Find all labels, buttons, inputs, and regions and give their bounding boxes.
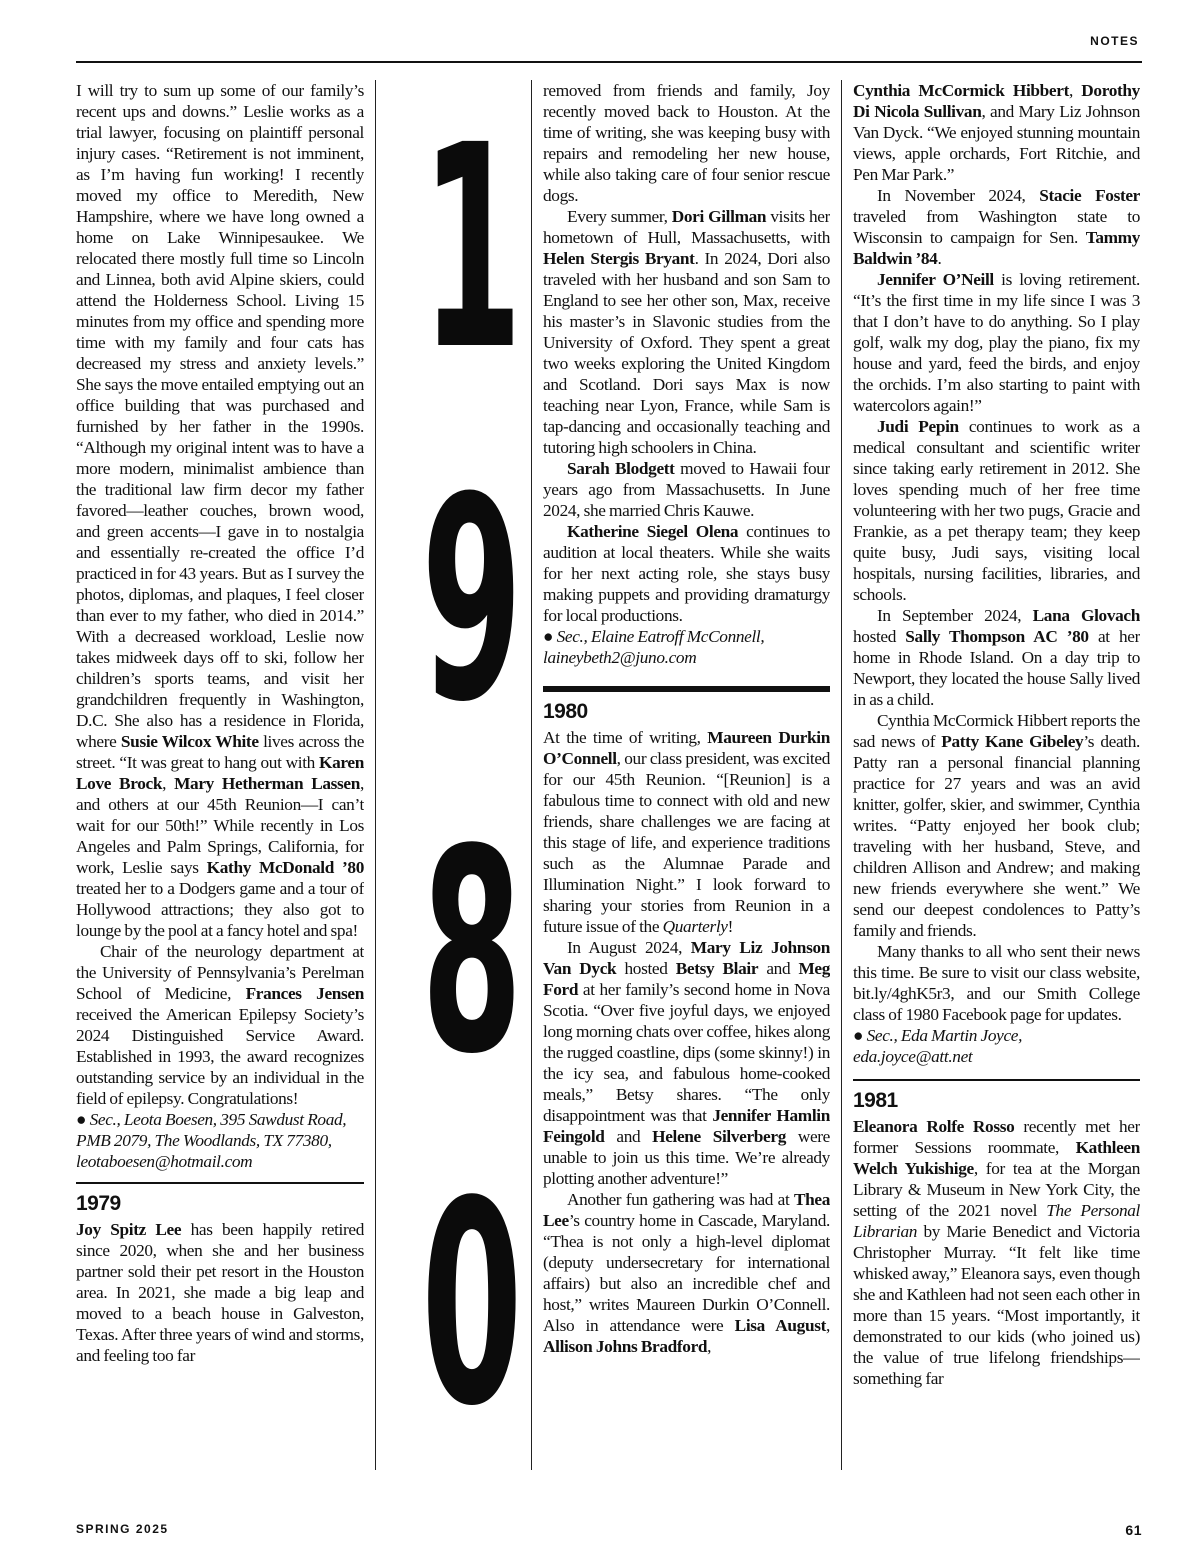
text-run: treated her to a Dodgers game and a tour of Hollywood attractions; they also got to lounge by the pool at a fancy hotel and spa!	[76, 879, 364, 940]
name-highlight: Allison Johns Bradford	[543, 1337, 708, 1356]
class-year: 1980	[543, 700, 588, 723]
text-run: Cynthia McCormick Hibbert reports the sad news of	[853, 711, 1140, 751]
text-run: traveled from Washington state to Wisconsin to campaign for Sen.	[853, 207, 1140, 247]
text-run: received the American Epilepsy Society’s 2024 Distinguished Service Award. Established in 1993, the award recognizes outstanding service by an individual in the field of epilepsy. Congratulations!	[76, 1005, 364, 1108]
page-number: 61	[1125, 1522, 1142, 1538]
secretary-contact	[853, 1025, 1140, 1067]
text-run: ’s death. Patty ran a personal financial planning practice for 27 years and was an avid knitter, golfer, skier, and swimmer, Cynthia writes. “Patty enjoyed her book club; traveling with her husband, Steve, and children Allison and Andrew; and making new friends everywhere she went.” We send our deepest condolences to Patty’s family and friends.	[853, 732, 1140, 940]
text-run: ,	[826, 1316, 830, 1335]
paragraph	[853, 605, 1140, 710]
paragraph	[853, 269, 1140, 416]
text-run: , and Mary Liz Johnson Van Dyck. “We enjoyed stunning mountain views, apple orchards, Fort Ritchie, and Pen Mar Park.”	[853, 102, 1140, 184]
bullet-icon: ●	[543, 627, 554, 646]
name-highlight: Meg Ford	[543, 959, 830, 999]
text-run: at her home in Rhode Island. On a day trip to Newport, they located the house Sally lived in as a child.	[853, 627, 1140, 709]
paragraph	[76, 1219, 364, 1366]
column-divider-2	[531, 80, 532, 1470]
name-highlight: Betsy Blair	[675, 959, 759, 978]
text-run: recently met her former Sessions roommate,	[853, 1117, 1140, 1157]
bullet-icon: ●	[76, 1110, 87, 1129]
text-run: ,	[1068, 81, 1082, 100]
name-highlight: Thea Lee	[543, 1190, 830, 1230]
text-run: , our class president, was excited for our 45th Reunion. “[Reunion] is a fabulous time to connect with old and new friends, share challenges we are facing at this stage of life, and experience traditions such as the Alumnae Parade and Illumination Night.” I look forward to sharing your stories from Reunion in a future issue of the	[543, 749, 830, 936]
text-run: .	[937, 249, 942, 268]
text-run: In September 2024,	[877, 606, 1033, 625]
text-run: hosted	[853, 627, 906, 646]
text-run: and	[758, 959, 799, 978]
name-highlight: Eleanora Rolfe Rosso	[853, 1117, 1015, 1136]
italic-title: Quarterly	[662, 917, 728, 936]
name-highlight: Jennifer O’Neill	[877, 270, 994, 289]
name-highlight: Mary Hetherman Lassen	[174, 774, 361, 793]
name-highlight: Joy Spitz Lee	[76, 1220, 182, 1239]
text-run: In November 2024,	[877, 186, 1040, 205]
text-run: has been happily retired since 2020, when she and her business partner sold their pet resort in the Houston area. In 2021, she made a big leap and moved to a beach house in Galveston, Texas. After three years of wind and storms, and feeling too far	[76, 1220, 364, 1365]
text-run: hosted	[616, 959, 676, 978]
text-run: ,	[162, 774, 175, 793]
header-rule	[76, 61, 1142, 63]
column-3	[853, 80, 1140, 1472]
name-highlight: Jennifer Hamlin Feingold	[543, 1106, 830, 1146]
column-1	[76, 80, 364, 1472]
paragraph	[853, 80, 1140, 185]
secretary-text: Sec., Leota Boesen, 395 Sawdust Road, PMB 2079, The Woodlands, TX 77380, leotaboesen@hotmail.com	[76, 1110, 347, 1171]
name-highlight: Karen Love Brock	[76, 753, 364, 793]
class-rule	[853, 1079, 1140, 1081]
bullet-icon: ●	[853, 1026, 864, 1045]
name-highlight: Helen Stergis Bryant	[543, 249, 695, 268]
class-rule	[76, 1182, 364, 1184]
text-run: At the time of writing,	[543, 728, 708, 747]
secretary-text: Sec., Elaine Eatroff McConnell, laineybeth2@juno.com	[543, 627, 765, 667]
text-run: , and others at our 45th Reunion—I can’t wait for our 50th!” While recently in Los Angeles and Palm Springs, California, for work, Leslie says	[76, 774, 364, 877]
name-highlight: Maureen Durkin O’Connell	[543, 728, 830, 768]
paragraph	[543, 521, 830, 626]
class-heading-1980	[543, 686, 830, 724]
name-highlight: Tammy Baldwin ’84	[853, 228, 1140, 268]
secretary-contact	[76, 1109, 364, 1172]
paragraph	[76, 941, 364, 1109]
name-highlight: Kathleen Welch Yukishige	[853, 1138, 1140, 1178]
text-run: and	[604, 1127, 653, 1146]
text-run: Chair of the neurology department at the University of Pennsylvania’s Perelman School of Medicine,	[76, 942, 364, 1003]
text-run: by Marie Benedict and Victoria Christopher Murray. “It felt like time whisked away,” Eleanora says, even though she and Kathleen had not seen each other in more than 15 years. “Most importantly, it demonstrated to our kids (who joined us) the value of true lifelong friendships—something far	[853, 1222, 1140, 1388]
class-heading-1979	[76, 1182, 364, 1216]
text-run: continues to audition at local theaters. While she waits for her next acting role, she stays busy making puppets and providing dramaturgy for local productions.	[543, 522, 830, 625]
text-run: ,	[707, 1337, 712, 1356]
paragraph	[853, 710, 1140, 941]
text-run: In August 2024,	[567, 938, 691, 957]
text-run: were unable to join us this time. We’re already plotting another adventure!”	[543, 1127, 830, 1188]
footer-issue: SPRING 2025	[76, 1522, 169, 1536]
column-divider-1	[375, 80, 376, 1470]
paragraph	[543, 937, 830, 1189]
name-highlight: Dorothy Di Nicola Sullivan	[853, 81, 1140, 121]
name-highlight: Dori Gillman	[671, 207, 767, 226]
name-highlight: Kathy McDonald ’80	[206, 858, 364, 877]
text-run: removed from friends and family, Joy recently moved back to Houston. At the time of writing, she was keeping busy with repairs and remodeling her new house, while also taking care of four senior rescue dogs.	[543, 81, 830, 205]
name-highlight: Sally Thompson AC ’80	[905, 627, 1089, 646]
secretary-text: Sec., Eda Martin Joyce, eda.joyce@att.net	[853, 1026, 1023, 1066]
paragraph	[543, 80, 830, 206]
secretary-contact	[543, 626, 830, 668]
name-highlight: Sarah Blodgett	[567, 459, 675, 478]
text-run: !	[727, 917, 734, 936]
text-run: at her family’s second home in Nova Scotia. “Over five joyful days, we enjoyed long morning chats over coffee, hikes along the rugged coastline, dips (some skinny!) in the icy sea, and fabulous home-cooked meals,” Betsy shares. “The only disappointment was that	[543, 980, 830, 1125]
text-run: moved to Hawaii four years ago from Massachusetts. In June 2024, she married Chris Kauwe.	[543, 459, 830, 520]
name-highlight: Cynthia McCormick Hibbert	[853, 81, 1069, 100]
text-run: visits her hometown of Hull, Massachusetts, with	[543, 207, 830, 247]
big-year-numeral	[391, 84, 523, 1470]
paragraph	[543, 727, 830, 937]
name-highlight: Patty Kane Gibeley	[941, 732, 1084, 751]
name-highlight: Katherine Siegel Olena	[567, 522, 739, 541]
text-run: ’s country home in Cascade, Maryland. “Thea is not only a high-level diplomat (deputy undersecretary for international affairs) but also an incredible chef and host,” writes Maureen Durkin O’Connell. Also in attendance were	[543, 1211, 830, 1335]
italic-title: The Personal Librarian	[853, 1201, 1140, 1241]
name-highlight: Frances Jensen	[245, 984, 364, 1003]
class-rule	[543, 686, 830, 692]
paragraph	[543, 1189, 830, 1357]
text-run: Every summer,	[567, 207, 672, 226]
paragraph	[543, 458, 830, 521]
paragraph	[853, 416, 1140, 605]
paragraph	[853, 185, 1140, 269]
paragraph	[543, 206, 830, 458]
text-run: I will try to sum up some of our family’s recent ups and downs.” Leslie works as a trial lawyer, focusing on plaintiff personal injury cases. “Retirement is not imminent, as I’m having fun working! I recently moved my office to Meredith, New Hampshire, where we have long owned a home on Lake Winnipesaukee. We relocated there mostly full time so Lincoln and Linnea, both avid Alpine skiers, could attend the Holderness School. Living 15 minutes from my office and spending more time with my family and four cats has decreased my stress and anxiety levels.” She says the move entailed emptying out an office building that was purchased and furnished by her father in the 1990s. “Although my original intent was to have a more modern, minimalist ambience than the traditional law firm decor my father favored—leather couches, brown wood, and green accents—I gave in to nostalgia and essentially re-created the office I’d practiced in for 43 years. But as I survey the photos, diplomas, and plaques, I feel closer than ever to my father, who died in 2014.” With a decreased workload, Leslie now takes midweek days off to ski, follow her children’s sports teams, and visit her grandchildren frequently in Washington, D.C. She also has a residence in Florida, where	[76, 81, 364, 751]
class-heading-1981	[853, 1079, 1140, 1113]
name-highlight: Judi Pepin	[877, 417, 959, 436]
name-highlight: Helene Silverberg	[652, 1127, 786, 1146]
name-highlight: Susie Wilcox White	[120, 732, 259, 751]
big-digit: 9	[421, 438, 523, 764]
text-run: is loving retirement. “It’s the first time in my life since I was 3 that I don’t have to do anything. So I play golf, walk my dog, play the piano, fix my house and yard, feed the birds, and enjoy the orchids. I’m also starting to paint with watercolors again!”	[853, 270, 1140, 415]
text-run: . In 2024, Dori also traveled with her husband and son Sam to England to see her other son, Max, receive his master’s in Slavonic studies from the University of Oxford. They spent a great two weeks exploring the United Kingdom and Scotland. Dori says Max is now teaching near Lyon, France, while Sam is tap-dancing and occasionally teaching and tutoring high schoolers in China.	[543, 249, 830, 457]
paragraph	[853, 1116, 1140, 1389]
section-label: NOTES	[1090, 34, 1139, 48]
name-highlight: Mary Liz Johnson Van Dyck	[543, 938, 830, 978]
big-digit: 0	[421, 1142, 523, 1468]
text-run: Another fun gathering was had at	[567, 1190, 794, 1209]
paragraph	[853, 941, 1140, 1025]
text-run: , for tea at the Morgan Library & Museum in New York City, the setting of the 2021 novel	[853, 1159, 1140, 1220]
class-year: 1981	[853, 1089, 898, 1112]
big-digit: 8	[421, 790, 523, 1116]
class-year: 1979	[76, 1192, 121, 1215]
big-digit: 1	[421, 86, 523, 412]
paragraph	[76, 80, 364, 941]
name-highlight: Stacie Foster	[1039, 186, 1140, 205]
text-run: continues to work as a medical consultant and scientific writer since taking early retirement in 2012. She loves spending much of her free time volunteering with her two pugs, Gracie and Frankie, as a pet therapy team; they keep quite busy, Judi says, visiting local hospitals, nursing facilities, libraries, and schools.	[853, 417, 1140, 604]
text-run: Many thanks to all who sent their news this time. Be sure to visit our class website, bit.ly/4ghK5r3, and our Smith College class of 1980 Facebook page for updates.	[853, 942, 1140, 1024]
name-highlight: Lana Glovach	[1032, 606, 1140, 625]
column-2	[543, 80, 830, 1472]
name-highlight: Lisa August	[734, 1316, 827, 1335]
column-divider-3	[841, 80, 842, 1470]
text-run: lives across the street. “It was great to hang out with	[76, 732, 364, 772]
